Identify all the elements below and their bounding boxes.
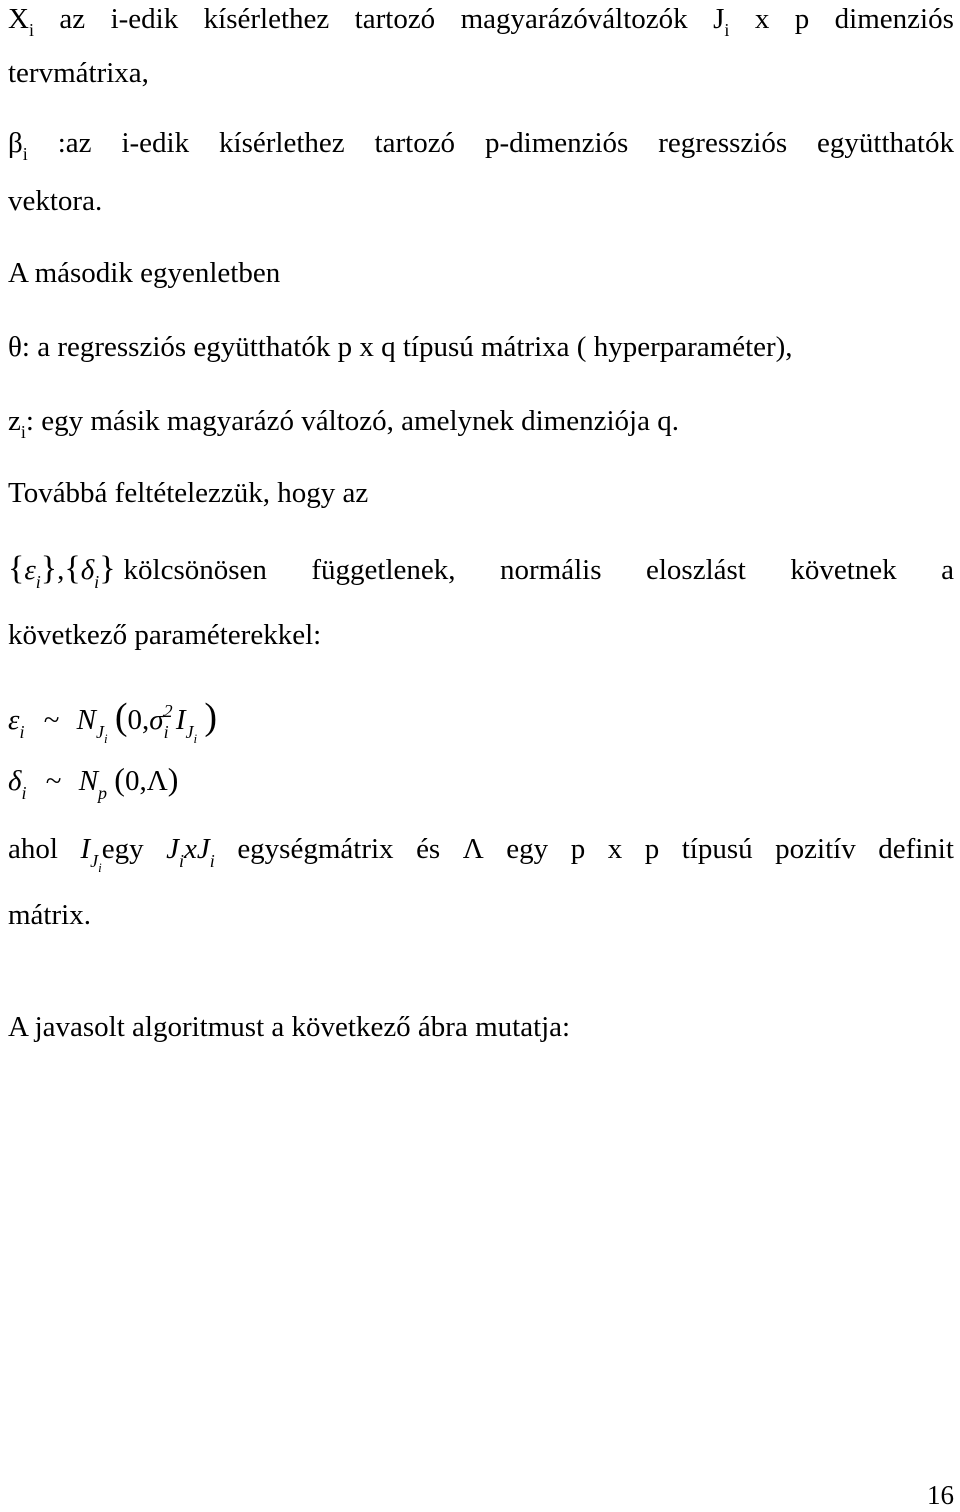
word: x bbox=[607, 833, 623, 865]
symbol-beta: β bbox=[8, 127, 23, 159]
word: egy bbox=[506, 833, 549, 865]
word: együtthatók bbox=[817, 127, 954, 159]
definition-text: : egy másik magyarázó változó, amelynek dimenziója q. bbox=[25, 405, 679, 437]
identity-matrix-symbol: $I_{Ji}egy$ bbox=[80, 833, 144, 875]
independence-line bbox=[8, 552, 954, 590]
word: típusú bbox=[681, 833, 753, 865]
subscript-i: i bbox=[28, 20, 34, 40]
word: a bbox=[941, 554, 954, 586]
word: normális bbox=[500, 554, 602, 586]
word: tartozó bbox=[374, 127, 456, 159]
word: ahol bbox=[8, 833, 58, 865]
word: i-edik bbox=[110, 3, 179, 35]
dimension-formula: $J_ixJ_i$ bbox=[166, 833, 215, 871]
definition-z-line bbox=[8, 404, 679, 441]
error-sets-formula: $\{\varepsilon_i\},\{\delta_i\}$ bbox=[8, 550, 116, 592]
word: eloszlást bbox=[645, 554, 746, 586]
delta-distribution-equation: $\delta_i$ ~ $N_p$ (0,Λ) bbox=[8, 761, 179, 803]
identity-definition-line bbox=[8, 832, 954, 875]
text-line: vektora. bbox=[8, 185, 103, 217]
text-line: A második egyenletben bbox=[8, 257, 281, 289]
word: függetlenek, bbox=[311, 554, 456, 586]
definition-theta-line: θ: a regressziós együtthatók p x q típusú mátrixa ( hyperparaméter), bbox=[8, 331, 793, 363]
word: kísérlethez bbox=[203, 3, 330, 35]
word: i-edik bbox=[121, 127, 190, 159]
word: dimenziós bbox=[834, 3, 954, 35]
word: egységmátrix bbox=[237, 833, 394, 865]
text-line: következő paraméterekkel: bbox=[8, 619, 322, 651]
epsilon-distribution-equation: $\varepsilon_i$ ~ $N_{Ji}$ ($0,\sigma^2_i$ $I_{Ji}$ ) bbox=[8, 696, 218, 746]
word: :az bbox=[57, 127, 92, 159]
page-number: 16 bbox=[927, 1480, 954, 1510]
symbol-z: z bbox=[8, 405, 21, 437]
text-line: Továbbá feltételezzük, hogy az bbox=[8, 477, 369, 509]
word: pozitív bbox=[775, 833, 856, 865]
word: az bbox=[59, 3, 86, 35]
word: követnek bbox=[790, 554, 897, 586]
word: kísérlethez bbox=[219, 127, 345, 159]
word: p bbox=[644, 833, 660, 865]
subscript-i: i bbox=[22, 144, 28, 164]
symbol-x: X bbox=[8, 3, 29, 35]
symbol-j: J bbox=[713, 3, 725, 35]
word: x bbox=[754, 3, 770, 35]
definition-x-line bbox=[8, 2, 954, 39]
word: p bbox=[794, 3, 810, 35]
word: magyarázóváltozók bbox=[460, 3, 688, 35]
text-line: tervmátrixa, bbox=[8, 57, 149, 89]
word: p-dimenziós bbox=[484, 127, 629, 159]
text-line: A javasolt algoritmust a következő ábra mutatja: bbox=[8, 1011, 571, 1043]
subscript-i: i bbox=[20, 422, 26, 442]
word: tartozó bbox=[354, 3, 436, 35]
word: és bbox=[416, 833, 441, 865]
word: kölcsönösen bbox=[123, 554, 267, 586]
word: p bbox=[570, 833, 586, 865]
word: definit bbox=[878, 833, 954, 865]
subscript-i: i bbox=[724, 20, 730, 40]
word: Λ bbox=[462, 833, 484, 865]
text-line: mátrix. bbox=[8, 899, 91, 931]
word: regressziós bbox=[658, 127, 788, 159]
definition-beta-line bbox=[8, 126, 954, 163]
